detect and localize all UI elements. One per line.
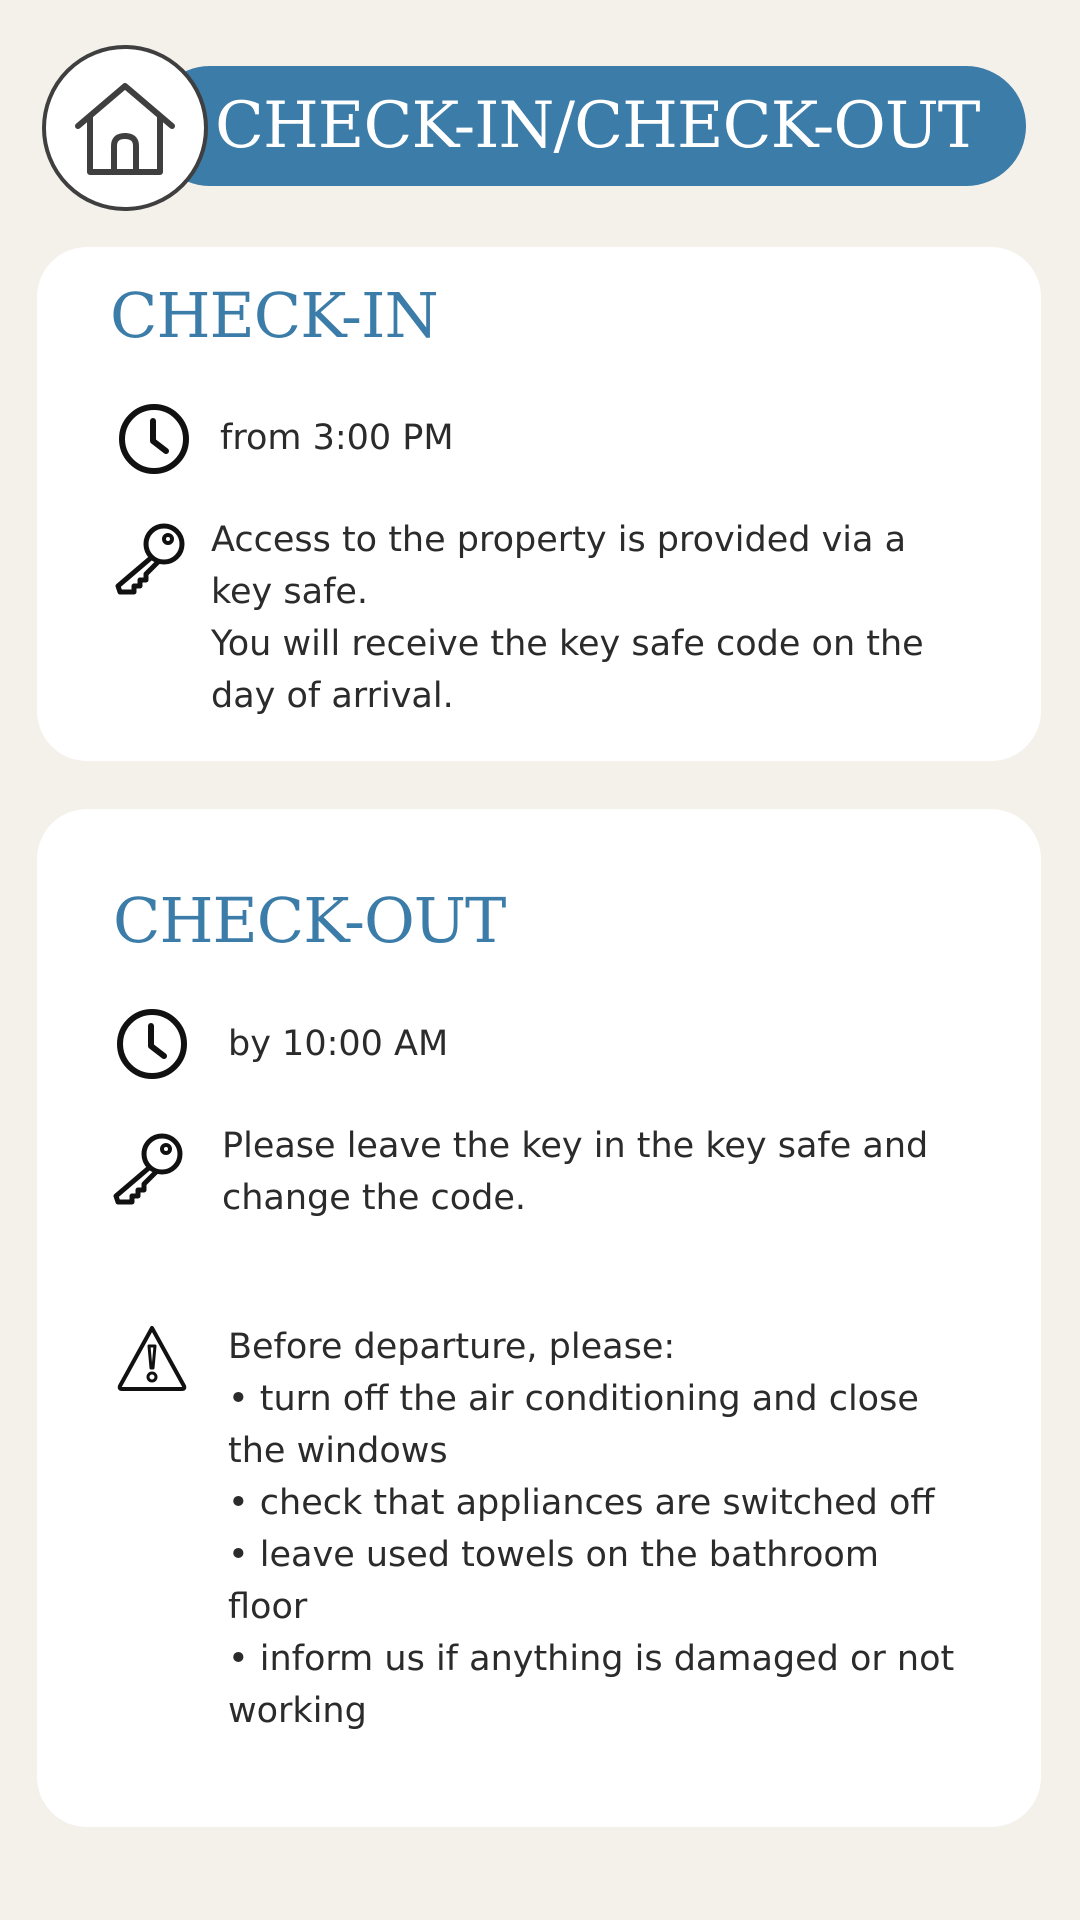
key-icon: [110, 1130, 186, 1206]
checkin-access-text: Access to the property is provided via a key safe. You will receive the key safe code on the day of arrival.: [211, 520, 924, 716]
checkout-title: CHECK-OUT: [113, 884, 506, 957]
checkout-key-text: Please leave the key in the key safe and change the code.: [222, 1126, 929, 1218]
checkout-time: by 10:00 AM: [228, 1024, 449, 1064]
key-icon: [112, 520, 188, 596]
page-title: CHECK-IN/CHECK-OUT: [215, 89, 980, 163]
departure-checklist: Before departure, please: • turn off the air conditioning and close the windows • check that appliances are switched off • leave used towels on the bathroom floor • inform us if anything is damaged or not working: [228, 1327, 955, 1731]
house-icon-badge: [42, 45, 208, 211]
checkin-title: CHECK-IN: [110, 279, 438, 352]
checkin-time: from 3:00 PM: [220, 418, 454, 458]
warning-icon: [116, 1324, 188, 1392]
house-icon: [70, 78, 180, 178]
clock-icon: [116, 1008, 188, 1080]
clock-icon: [118, 403, 190, 475]
